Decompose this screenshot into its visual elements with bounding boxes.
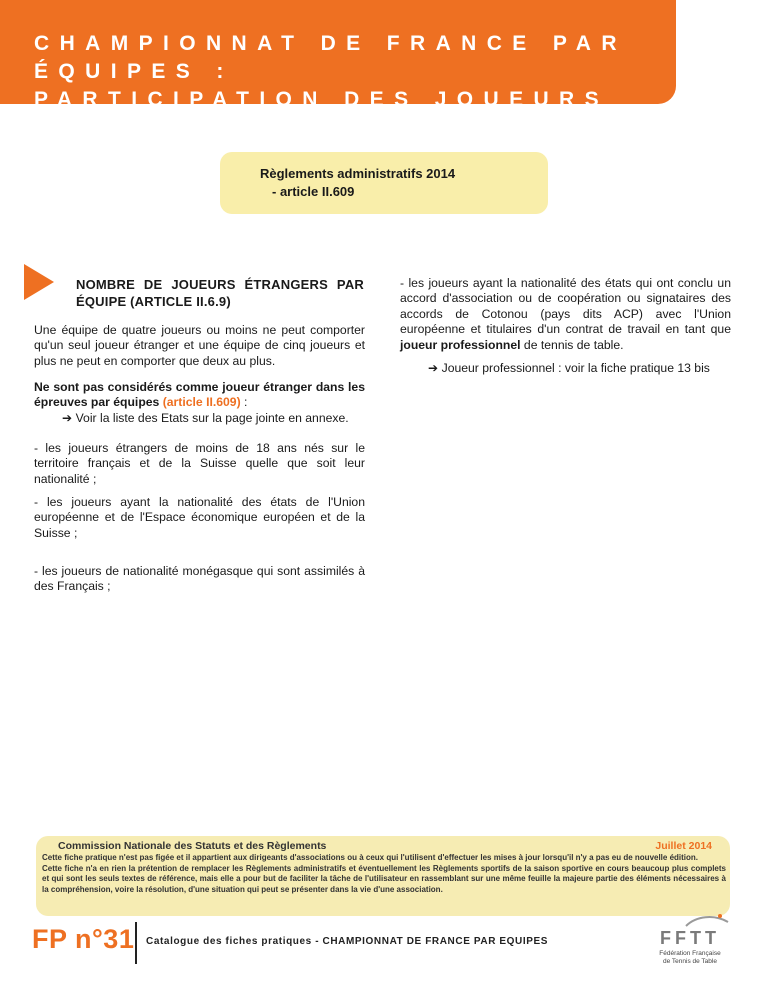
edition-date: Juillet 2014 [655, 840, 712, 852]
colon: : [240, 395, 248, 410]
logo-caption-line-1: Fédération Française [659, 950, 721, 957]
section-title: NOMBRE DE JOUEURS ÉTRANGERS PAR ÉQUIPE (ARTICLE II.6.9) [76, 277, 364, 309]
list-item [400, 276, 731, 353]
item4-bold: joueur professionnel [400, 337, 521, 352]
reference-line-1: Règlements administratifs 2014 [260, 166, 456, 181]
divider [135, 922, 137, 964]
title-line-2: PARTICIPATION DES JOUEURS ÉTRANGERS [34, 88, 610, 139]
footer-box [36, 836, 730, 916]
article-reference: (article II.609) [162, 395, 241, 410]
catalog-title: Catalogue des fiches pratiques - CHAMPIONNAT DE FRANCE PAR EQUIPES [146, 936, 549, 947]
item4-start: - les joueurs ayant la nationalité des états qui ont conclu un accord d'association ou de coopération ou signataires des accords de Cotonou (pays dits ACP) avec l'Union européenne et titulaires d'un contrat de travail en tant que [400, 276, 731, 337]
sheet-number: FP n°31 [32, 924, 135, 954]
list-item: - les joueurs étrangers de moins de 18 ans nés sur le territoire français et de la Suisse quelle que soit leur nationalité ; [34, 441, 365, 486]
professional-note: ➔ Joueur professionnel : voir la fiche pratique 13 bis [428, 361, 710, 375]
reference-line-2: - article II.609 [272, 184, 355, 199]
disclaimer-line-1: Cette fiche pratique n'est pas figée et il appartient aux dirigeants d'associations ou à ceux qui l'utilisent d'effectuer les mises à jour lorsqu'il n'y a pas eu de nouvelle édition. [42, 853, 699, 862]
item4-end: de tennis de table. [520, 337, 624, 352]
page-title [34, 30, 676, 142]
logo-caption [648, 950, 732, 966]
paragraph-exceptions [34, 380, 365, 426]
paragraph-rule: Une équipe de quatre joueurs ou moins ne peut comporter qu'un seul joueur étranger et une équipe de cinq joueurs et plus ne peut en comporter que deux au plus. [34, 323, 365, 368]
commission-name: Commission Nationale des Statuts et des Règlements [58, 840, 327, 852]
list-item: - les joueurs ayant la nationalité des états de l'Union européenne et de l'Espace économique européen et de la Suisse ; [34, 495, 365, 540]
title-line-1: CHAMPIONNAT DE FRANCE PAR ÉQUIPES : [34, 32, 627, 83]
fftt-logo-icon [648, 912, 732, 978]
exceptions-heading: Ne sont pas considérés comme joueur étranger dans les épreuves par équipes [34, 380, 365, 410]
disclaimer-line-2: Cette fiche n'a en rien la prétention de remplacer les Règlements administratifs et éventuellement les Règlements sportifs de la saison sportive en cours beaucoup plus complets et qui sont les seuls textes de référence, mais elle a pour but de faciliter la tâche de l'utilisateur en rassemblant sur une même feuille la majeure partie des éléments nécessaires à la compréhension, voire la résolution, d'une situation qui peut se présenter dans la vie d'une association. [42, 863, 726, 894]
logo-letters: FFTT [660, 928, 720, 948]
reference-box [220, 152, 548, 214]
list-item: - les joueurs de nationalité monégasque qui sont assimilés à des Français ; [34, 564, 365, 594]
header-band [0, 0, 676, 139]
annex-note: ➔ Voir la liste des Etats sur la page jointe en annexe. [62, 410, 349, 425]
disclaimer [42, 853, 726, 895]
logo-caption-line-2: de Tennis de Table [663, 958, 717, 965]
section-arrow-icon [24, 264, 54, 300]
